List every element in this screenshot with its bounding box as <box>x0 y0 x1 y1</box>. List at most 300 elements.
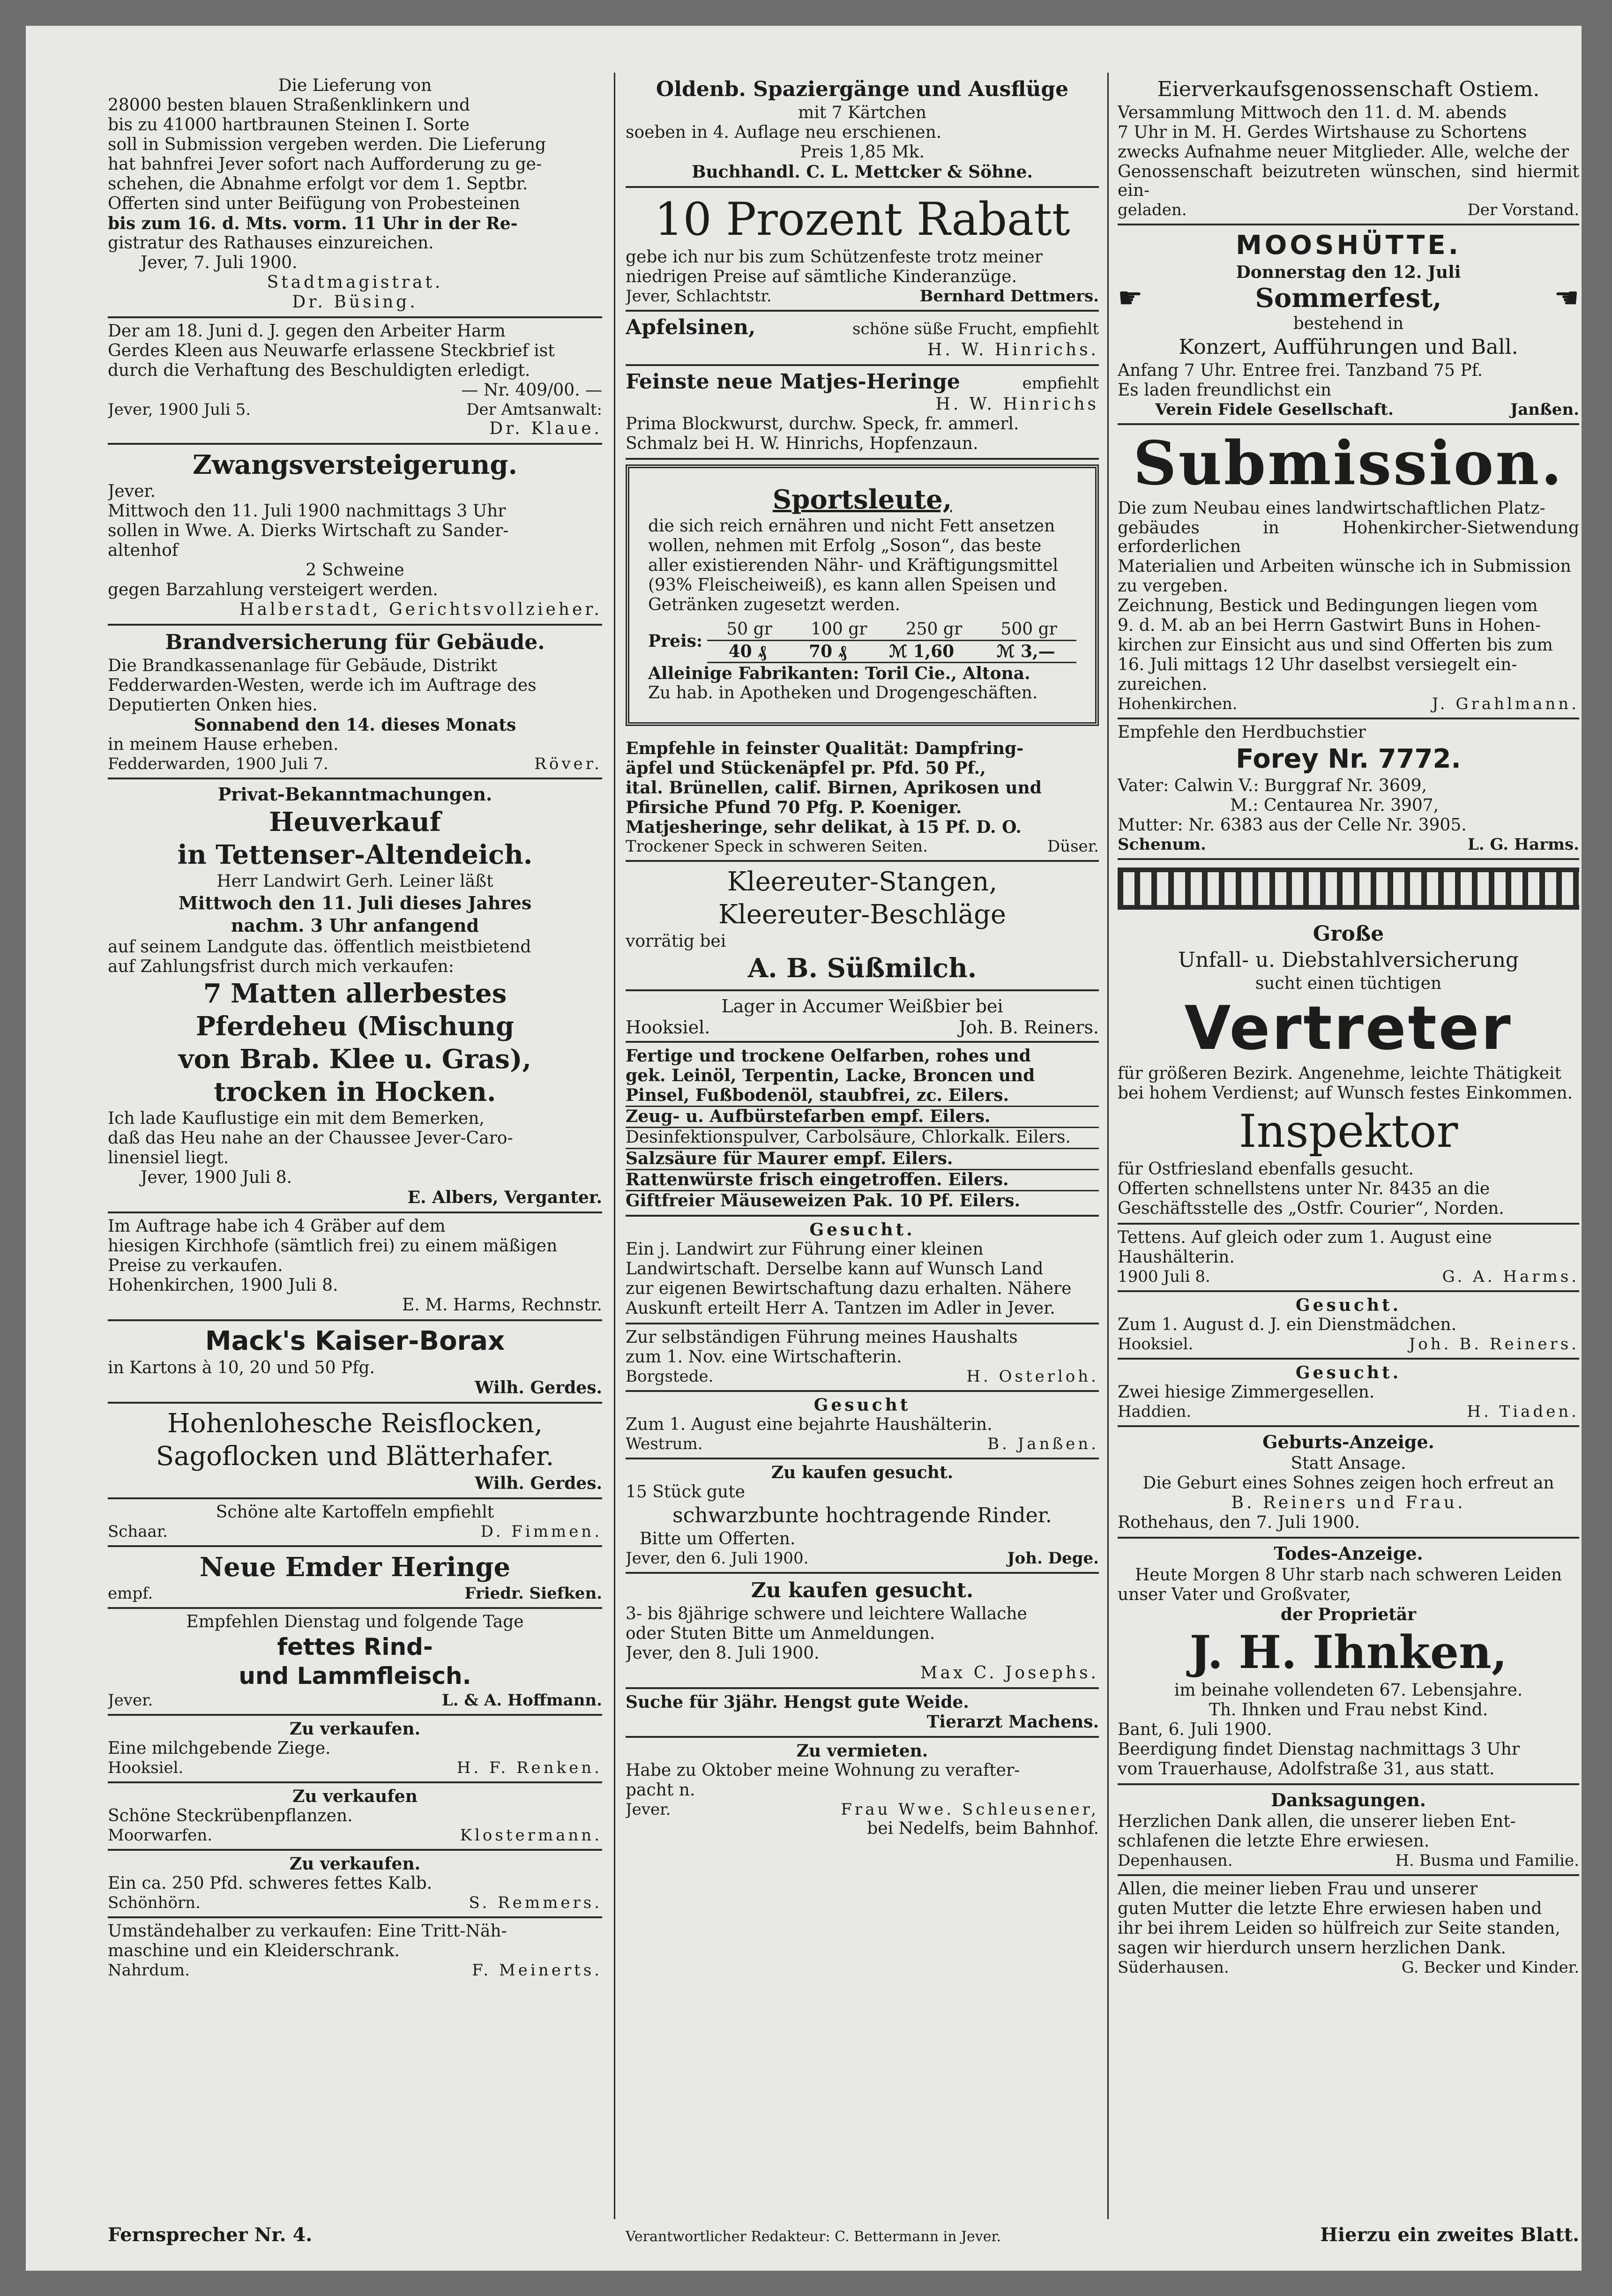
place: Nahrdum. <box>108 1961 190 1980</box>
place: Schenum. <box>1118 835 1206 854</box>
text-line: in Kartons à 10, 20 und 50 Pfg. <box>108 1358 375 1377</box>
date: Hohenkirchen, 1900 Juli 8. <box>108 1276 338 1295</box>
ad-soson-sportsleute <box>626 464 1099 726</box>
weight: 50 gr <box>726 620 772 639</box>
place: Jever. <box>108 1691 153 1710</box>
weight: 250 gr <box>905 620 963 639</box>
text-line: Materialien und Arbeiten wünsche ich in Submission <box>1118 557 1571 576</box>
reference: — Nr. 409/00. — <box>461 381 602 400</box>
text-line: vom Trauerhause, Adolfstraße 31, aus statt. <box>1118 1759 1495 1779</box>
text-line: zwecks Aufnahme neuer Mitglieder. Alle, welche der <box>1118 142 1569 162</box>
ad-walks-book <box>626 73 1099 188</box>
ad-death-notice <box>1118 1539 1579 1785</box>
ornament-border <box>1118 868 1579 910</box>
text-line: empf. <box>108 1584 153 1603</box>
text-line: gistratur des Rathauses einzureichen. <box>108 233 434 253</box>
text-line: Mittwoch den 11. Juli 1900 nachmittags 3 Uhr <box>108 501 506 521</box>
text-line: unser Vater und Großvater, <box>1118 1585 1351 1604</box>
text-line: auf Zahlungsfrist durch mich verkaufen: <box>108 957 454 976</box>
signature: Wilh. Gerdes. <box>475 1378 602 1398</box>
signature: bei Nedelfs, beim Bahnhof. <box>867 1819 1099 1838</box>
text-line: Mittwoch den 11. Juli dieses Jahres <box>178 892 532 913</box>
ad-title: MOOSHÜTTE. <box>1236 230 1461 261</box>
text-line: Herr Landwirt Gerh. Leiner läßt <box>216 872 493 891</box>
ad-mooshuette <box>1118 225 1579 425</box>
signature: Joh. Dege. <box>1007 1549 1099 1568</box>
place: Süderhausen. <box>1118 1958 1229 1977</box>
ad-matjes-herring <box>626 366 1099 460</box>
text-line: zureichen. <box>1118 675 1208 694</box>
text-line: vorrätig bei <box>626 932 726 951</box>
ad-title: 10 Prozent Rabatt <box>654 193 1070 246</box>
ad-kleereuter <box>626 862 1099 991</box>
text-line: (93% Fleischeiweiß), es kann allen Speisen und <box>648 576 1057 595</box>
text-line: aller existierenden Nähr- und Kräftigungsmittel <box>648 556 1059 575</box>
date: Jever, den 8. Juli 1900. <box>626 1644 820 1663</box>
price-table-weights <box>707 619 1076 640</box>
place: Westrum. <box>626 1435 703 1453</box>
signature: J. Grahlmann. <box>1432 695 1579 713</box>
signature: S. Remmers. <box>469 1893 602 1912</box>
price: ℳ 3,— <box>996 642 1055 661</box>
ad-title: und Lammfleisch. <box>239 1662 471 1690</box>
text-line: wollen, nehmen mit Erfolg „Soson“, das beste <box>648 536 1042 555</box>
text-line: Zu hab. in Apotheken und Drogengeschäften. <box>648 683 1038 703</box>
text-line: hiesigen Kirchhofe (sämtlich frei) zu einem mäßigen <box>108 1236 558 1256</box>
ad-title: fettes Rind- <box>277 1633 433 1660</box>
text-line: 15 Stück gute <box>626 1482 745 1502</box>
text-line: Vater: Calwin V.: Burggraf Nr. 3609, <box>1118 776 1427 795</box>
text-line: gebäudes in Hohenkircher-Sietwendung erforderlichen <box>1118 518 1579 556</box>
text-line: Suche für 3jähr. Hengst gute Weide. <box>626 1692 969 1712</box>
text-line: Zum 1. August eine bejahrte Haushälterin. <box>626 1415 993 1434</box>
text-line: Salzsäure für Maurer empf. Eilers. <box>626 1148 1099 1168</box>
text-line: daß das Heu nahe an der Chaussee Jever-Caro- <box>108 1129 513 1148</box>
ad-title: Submission. <box>1133 428 1564 499</box>
signature: H. Tiaden. <box>1467 1402 1579 1421</box>
ad-title: Oldenb. Spaziergänge und Ausflüge <box>656 77 1069 101</box>
ad-for-rent <box>626 1738 1099 1843</box>
ad-title: Konzert, Aufführungen und Ball. <box>1179 335 1518 359</box>
signature: Der Vorstand. <box>1467 201 1579 219</box>
text-line: 7 Uhr in M. H. Gerdes Wirtshause zu Schortens <box>1118 123 1527 142</box>
text-line: für Ostfriesland ebenfalls gesucht. <box>1118 1159 1414 1179</box>
ad-title: Mack's Kaiser-Borax <box>205 1326 505 1356</box>
text-line: sollen in Wwe. A. Dierks Wirtschaft zu Sander- <box>108 521 509 540</box>
signature: B. Janßen. <box>987 1435 1099 1453</box>
ad-title: Zu verkaufen. <box>289 1854 421 1874</box>
ad-birth-announcement <box>1118 1427 1579 1539</box>
place: Schönhörn. <box>108 1893 201 1912</box>
text-line: schöne süße Frucht, empfiehlt <box>852 320 1099 338</box>
ad-submission <box>1118 425 1579 719</box>
newspaper-page <box>26 26 1582 2271</box>
ad-headline: trocken in Hocken. <box>214 1077 496 1107</box>
price: Preis 1,85 Mk. <box>800 142 925 162</box>
ad-horses-wanted <box>626 1574 1099 1689</box>
ad-street-clinker-submission <box>108 73 602 318</box>
date: Jever, 1900 Juli 8. <box>141 1168 292 1187</box>
signature: Tierarzt Machens. <box>926 1712 1099 1732</box>
signature: G. Becker und Kinder. <box>1401 1958 1579 1977</box>
signature: Friedr. Siefken. <box>464 1584 602 1603</box>
ad-calf-sale <box>108 1851 602 1918</box>
ad-breeding-bull <box>1118 719 1579 860</box>
text-line: empfiehlt <box>1022 374 1099 393</box>
ad-title: in Tettenser-Altendeich. <box>177 839 533 870</box>
signature: Joh. B. Reiners. <box>1409 1335 1579 1354</box>
text-line: soll in Submission vergeben werden. Die Lieferung <box>108 135 546 154</box>
text-line: bis zu 41000 hartbraunen Steinen I. Sorte <box>108 115 470 135</box>
text-line: Empfehle in feinster Qualität: Dampfring- <box>626 739 1024 758</box>
text-line: durch die Verhaftung des Beschuldigten erledigt. <box>108 361 530 380</box>
text-line: mit 7 Kärtchen <box>798 103 926 122</box>
section-heading: Privat-Bekanntmachungen. <box>217 784 493 805</box>
ad-title: Apfelsinen, <box>626 315 756 339</box>
text-line: nachm. 3 Uhr anfangend <box>231 915 479 936</box>
text-line: Pfirsiche Pfund 70 Pfg. P. Koeniger. <box>626 798 962 817</box>
ad-headline: Inspektor <box>1239 1105 1458 1158</box>
text-line: auf seinem Landgute das. öffentlich meistbietend <box>108 937 531 957</box>
text-line: Rattenwürste frisch eingetroffen. Eilers. <box>626 1169 1099 1189</box>
text-line: Jever. <box>108 482 156 501</box>
price: 70 ₰ <box>809 642 847 661</box>
text-line: ihr bei ihrem Leiden so hülfreich zur Seite standen, <box>1118 1919 1560 1938</box>
column-rule <box>614 73 615 2219</box>
signature: H. F. Renken. <box>456 1758 602 1777</box>
text-line: Schöne Steckrübenpflanzen. <box>108 1806 353 1825</box>
ad-headline: J. H. Ihnken, <box>1189 1626 1508 1679</box>
text-line: Haushälterin. <box>1118 1248 1235 1267</box>
date: Jever, 1900 Juli 5. <box>108 400 251 419</box>
text-line: sucht einen tüchtigen <box>1255 974 1442 993</box>
place: Hooksiel. <box>108 1758 184 1777</box>
text-line: Zwei hiesige Zimmergesellen. <box>1118 1383 1375 1402</box>
ad-title: Zu verkaufen <box>292 1787 418 1806</box>
text-line: Bant, 6. Juli 1900. <box>1118 1720 1272 1739</box>
text-line: Lager in Accumer Weißbier bei <box>721 996 1003 1017</box>
text-line: Die zum Neubau eines landwirtschaftlichen Platz- <box>1118 499 1545 518</box>
ad-title: Gesucht. <box>1295 1295 1402 1315</box>
ad-headline: Vertreter <box>1184 994 1513 1063</box>
ad-title: Gesucht. <box>809 1220 915 1240</box>
text-line: Im Auftrage habe ich 4 Gräber auf dem <box>108 1217 446 1236</box>
price: ℳ 1,60 <box>889 642 955 661</box>
text-line: Geschäftsstelle des „Ostfr. Courier“, Norden. <box>1118 1199 1504 1218</box>
text-line: 28000 besten blauen Straßenklinkern und <box>108 96 470 115</box>
text-line: im beinahe vollendeten 67. Lebensjahre. <box>1174 1681 1523 1700</box>
signature: Frau Wwe. Schleusener, <box>841 1800 1099 1819</box>
signature: Dr. Büsing. <box>292 292 418 312</box>
ad-title: Zu vermieten. <box>796 1741 928 1761</box>
text-line: schlafenen die letzte Ehre erwiesen. <box>1118 1832 1430 1851</box>
text-line: gegen Barzahlung versteigert werden. <box>108 580 438 599</box>
text-line: sagen wir hierdurch unsern herzlichen Dank. <box>1118 1938 1507 1958</box>
text-line: Schmalz bei H. W. Hinrichs, Hopfenzaun. <box>626 434 978 453</box>
ad-title: Zu kaufen gesucht. <box>771 1463 954 1482</box>
place: Jever, Schlachtstr. <box>626 287 772 306</box>
ad-title: Brandversicherung für Gebäude. <box>165 630 545 654</box>
text-line: schehen, die Abnahme erfolgt vor dem 1. Septbr. <box>108 174 528 194</box>
text-line: kirchen zur Einsicht aus und sind Offerten bis zum <box>1118 636 1553 655</box>
signature: Buchhandl. C. L. Mettcker & Söhne. <box>692 162 1033 182</box>
text-line: Ich lade Kauflustige ein mit dem Bemerken, <box>108 1109 485 1128</box>
place: Hohenkirchen. <box>1118 695 1238 713</box>
signature: Dr. Klaue. <box>489 419 602 438</box>
text-line: Offerten schnellstens unter Nr. 8435 an die <box>1118 1179 1490 1198</box>
ad-plants-sale <box>108 1783 602 1851</box>
ad-title: Feinste neue Matjes-Heringe <box>626 370 960 394</box>
place: Schaar. <box>108 1522 168 1541</box>
date: Rothehaus, den 7. Juli 1900. <box>1118 1513 1360 1532</box>
text-line: hat bahnfrei Jever sofort nach Aufforderung zu ge- <box>108 155 542 174</box>
pointing-hand-right-icon: ☛ <box>1118 282 1143 314</box>
ad-meat <box>108 1609 602 1716</box>
ad-carpenters-wanted <box>1118 1360 1579 1427</box>
signature: H. Osterloh. <box>966 1367 1099 1386</box>
text-line: Preise zu verkaufen. <box>108 1256 283 1275</box>
signature: H. W. Hinrichs. <box>927 340 1099 359</box>
text-line: B. Reiners und Frau. <box>1231 1493 1466 1512</box>
column-center <box>626 73 1099 2205</box>
text-line: ital. Brünellen, calif. Birnen, Aprikosen und <box>626 778 1042 798</box>
column-rule <box>1107 73 1109 2219</box>
place: Jever. <box>626 1800 671 1819</box>
ad-headline: 7 Matten allerbestes <box>203 978 507 1009</box>
text-line: zu vergeben. <box>1118 576 1228 596</box>
ad-cattle-wanted <box>626 1459 1099 1574</box>
footer-supplement-note: Hierzu ein zweites Blatt. <box>1320 2224 1579 2246</box>
ad-warrant-notice <box>108 318 602 445</box>
text-line: Zum 1. August d. J. ein Dienstmädchen. <box>1118 1315 1457 1334</box>
text-line: Prima Blockwurst, durchw. Speck, fr. ammerl. <box>626 414 1019 434</box>
date: Fedderwarden, 1900 Juli 7. <box>108 755 328 773</box>
text-line: Schöne alte Kartoffeln empfiehlt <box>216 1503 494 1522</box>
text-line: Beerdigung findet Dienstag nachmittags 3 Uhr <box>1118 1740 1520 1759</box>
ad-pasture <box>626 1689 1099 1738</box>
text-line: Matjesheringe, sehr delikat, à 15 Pf. D. O. <box>626 817 1022 837</box>
role: Der Amtsanwalt: <box>466 400 602 419</box>
date: Jever, den 6. Juli 1900. <box>626 1549 809 1568</box>
text-line: guten Mutter die letzte Ehre erwiesen haben und <box>1118 1899 1542 1918</box>
text-line: Mutter: Nr. 6383 aus der Celle Nr. 3905. <box>1118 815 1467 835</box>
ad-sewing-machine <box>108 1918 602 1984</box>
text-line: Heute Morgen 8 Uhr starb nach schweren Leiden <box>1134 1565 1562 1585</box>
ad-graves-sale <box>108 1213 602 1321</box>
ad-dried-fruits <box>626 735 1099 862</box>
signature: Halberstadt, Gerichtsvollzieher. <box>239 600 602 619</box>
text-line: 3- bis 8jährige schwere und leichtere Wallache <box>626 1604 1027 1623</box>
text-line: Auskunft erteilt Herr A. Tantzen im Adler in Jever. <box>626 1299 1055 1318</box>
text-line: altenhof <box>108 541 179 560</box>
footer-editor: Verantwortlicher Redakteur: C. Bettermann in Jever. <box>626 2229 1001 2245</box>
signature: F. Meinerts. <box>472 1961 602 1980</box>
text-line: Giftfreier Mäuseweizen Pak. 10 Pf. Eilers. <box>626 1190 1099 1210</box>
text-line: soeben in 4. Auflage neu erschienen. <box>626 123 942 142</box>
signature: Verein Fidele Gesellschaft. <box>1155 400 1394 419</box>
ad-thanks-busma <box>1118 1785 1579 1876</box>
text-line: gek. Leinöl, Terpentin, Lacke, Broncen und <box>626 1066 1035 1085</box>
text-line: Landwirtschaft. Derselbe kann auf Wunsch Land <box>626 1259 1044 1279</box>
text-line: Pinsel, Fußbodenöl, staubfrei, zc. Eilers. <box>626 1085 1009 1105</box>
text-line: Zeug- u. Aufbürstefarben empf. Eilers. <box>626 1106 1099 1126</box>
ad-egg-cooperative <box>1118 73 1579 225</box>
ad-hay-sale <box>108 779 602 1213</box>
ad-title: Neue Emder Heringe <box>199 1552 511 1583</box>
text-line: Der am 18. Juni d. J. gegen den Arbeiter Harm <box>108 322 506 341</box>
ad-title: Kleereuter-Stangen, <box>727 867 998 897</box>
signature: E. Albers, Verganter. <box>407 1188 602 1207</box>
text-line: Ein j. Landwirt zur Führung einer kleinen <box>626 1240 984 1259</box>
place: Haddien. <box>1118 1402 1192 1421</box>
ad-headline: von Brab. Klee u. Gras), <box>179 1044 531 1075</box>
signature: Röver. <box>534 755 602 773</box>
ad-rice-flakes <box>108 1404 602 1499</box>
signature: Stadtmagistrat. <box>267 273 443 292</box>
ad-headline: Sommerfest, <box>1255 283 1442 314</box>
text-line: 2 Schweine <box>306 561 404 580</box>
text-line: Deputierten Onken hies. <box>108 696 318 715</box>
ad-title: Todes-Anzeige. <box>1274 1543 1423 1564</box>
price: 40 ₰ <box>728 642 767 661</box>
text-line: 9. d. M. ab an bei Herrn Gastwirt Buns in Hohen- <box>1118 616 1541 635</box>
ad-discount <box>626 188 1099 312</box>
place: Borgstede. <box>626 1367 714 1386</box>
date: Donnerstag den 12. Juli <box>1236 262 1461 282</box>
text-line: Bitte um Offerten. <box>640 1529 796 1548</box>
ad-title: Zu verkaufen. <box>289 1719 421 1739</box>
text-line: 16. Juli mittags 12 Uhr daselbst versiegelt ein- <box>1118 655 1517 674</box>
text-line: Herzlichen Dank allen, die unserer lieben Ent- <box>1118 1812 1516 1831</box>
signature: D. Fimmen. <box>480 1522 602 1541</box>
text-line: linensiel liegt. <box>108 1148 229 1167</box>
ad-fire-insurance <box>108 626 602 779</box>
text-line: Getränken zugesetzt werden. <box>648 595 901 614</box>
text-line: Anfang 7 Uhr. Entree frei. Tanzband 75 Pf. <box>1118 361 1483 380</box>
signature: L. G. Harms. <box>1467 835 1579 854</box>
pointing-hand-left-icon: ☚ <box>1554 282 1579 314</box>
text-line: Habe zu Oktober meine Wohnung zu verafter- <box>626 1761 1020 1780</box>
ad-potatoes <box>108 1499 602 1547</box>
ad-housekeeper-tettens <box>1118 1225 1579 1292</box>
text-line: Allen, die meiner lieben Frau und unserer <box>1118 1879 1478 1899</box>
text-line: Th. Ihnken und Frau nebst Kind. <box>1209 1700 1488 1720</box>
text-line: pacht n. <box>626 1780 695 1800</box>
place: Moorwarfen. <box>108 1826 213 1845</box>
ad-wanted-housekeeper <box>626 1392 1099 1459</box>
text-line: die sich reich ernähren und nicht Fett ansetzen <box>648 516 1055 536</box>
ad-title: Kleereuter-Beschläge <box>718 899 1007 930</box>
place: Hooksiel. <box>626 1017 710 1038</box>
signature: Klostermann. <box>460 1826 602 1845</box>
text-line: bestehend in <box>1293 314 1404 333</box>
signature: Wilh. Gerdes. <box>475 1473 602 1493</box>
text-line: niedrigen Preise auf sämtliche Kinderanzüge. <box>626 267 1017 286</box>
text-line: bis zum 16. d. Mts. vorm. 11 Uhr in der Re- <box>108 214 518 233</box>
text-line: äpfel und Stückenäpfel pr. Pfd. 50 Pf., <box>626 758 986 778</box>
footer-phone: Fernsprecher Nr. 4. <box>108 2224 313 2246</box>
date: 1900 Juli 8. <box>1118 1267 1210 1286</box>
ad-title: Geburts-Anzeige. <box>1262 1431 1434 1452</box>
signature: A. B. Süßmilch. <box>747 953 977 984</box>
signature: Joh. B. Reiners. <box>959 1017 1099 1038</box>
text-line: in meinem Hause erheben. <box>108 735 339 754</box>
text-line: für größeren Bezirk. Angenehme, leichte Thätigkeit <box>1118 1064 1561 1083</box>
weight: 500 gr <box>1000 620 1057 639</box>
place: Hooksiel. <box>1118 1335 1194 1354</box>
ad-title: Große <box>1313 922 1384 946</box>
ad-title: Gesucht <box>813 1395 911 1415</box>
ad-title: Hohenlohesche Reisflocken, <box>167 1408 543 1439</box>
signature: H. W. Hinrichs <box>935 395 1099 414</box>
signature: G. A. Harms. <box>1442 1267 1579 1286</box>
text-line: zum 1. Nov. eine Wirtschafterin. <box>626 1347 902 1367</box>
ad-title: Danksagungen. <box>1271 1789 1426 1810</box>
text-line: Desinfektionspulver, Carbolsäure, Chlorkalk. Eilers. <box>626 1127 1099 1147</box>
signature: Max C. Josephs. <box>920 1663 1099 1683</box>
text-line: oder Stuten Bitte um Anmeldungen. <box>626 1624 935 1643</box>
date: Jever, 7. Juli 1900. <box>141 253 298 272</box>
ad-goat-sale <box>108 1716 602 1783</box>
ad-eilers-paints <box>626 1043 1099 1217</box>
ad-title: Zwangsversteigerung. <box>192 449 518 480</box>
text-line: der Proprietär <box>1280 1605 1417 1624</box>
ad-title: Eierverkaufsgenossenschaft Ostiem. <box>1157 77 1540 101</box>
text-line: Gerdes Kleen aus Neuwarfe erlassene Steckbrief ist <box>108 341 555 360</box>
text-line: Zeichnung, Bestick und Bedingungen liegen vom <box>1118 596 1538 615</box>
text-line: Die Geburt eines Sohnes zeigen hoch erfreut an <box>1142 1473 1554 1493</box>
signature: Janßen. <box>1510 400 1579 419</box>
ad-insurance-agent <box>1118 917 1579 1225</box>
ad-title: Forey Nr. 7772. <box>1236 744 1461 774</box>
signature: Bernhard Dettmers. <box>919 287 1099 306</box>
text-line: maschine und ein Kleiderschrank. <box>108 1941 400 1960</box>
ad-title: Zu kaufen gesucht. <box>751 1578 974 1602</box>
text-line: M.: Centaurea Nr. 3907, <box>1230 796 1439 815</box>
column-left <box>108 73 602 2205</box>
ad-title: Unfall- u. Diebstahlversicherung <box>1178 948 1519 972</box>
ad-wanted-farmer <box>626 1217 1099 1324</box>
text-line: Statt Ansage. <box>1291 1454 1406 1473</box>
text-line: Eine milchgebende Ziege. <box>108 1739 331 1758</box>
ad-weissbier <box>626 991 1099 1043</box>
ad-maid-wanted <box>1118 1292 1579 1360</box>
text-line: Die Lieferung von <box>278 76 432 95</box>
text-line: Empfehle den Herdbuchstier <box>1118 723 1366 742</box>
text-line: geladen. <box>1118 201 1187 219</box>
ad-housekeeper <box>626 1324 1099 1392</box>
ad-herring <box>108 1547 602 1609</box>
signature: Düser. <box>1047 837 1099 856</box>
ad-borax <box>108 1321 602 1404</box>
text-line: zur eigenen Bewirtschaftung dazu erhalten. Nähere <box>626 1279 1072 1298</box>
text-line: bei hohem Verdienst; auf Wunsch festes Einkommen. <box>1118 1084 1573 1103</box>
text-line: Trockener Speck in schweren Seiten. <box>626 837 928 856</box>
text-line: Offerten sind unter Beifügung von Probesteinen <box>108 194 520 213</box>
text-line: Empfehlen Dienstag und folgende Tage <box>186 1612 524 1631</box>
ad-headline: schwarzbunte hochtragende Rinder. <box>672 1503 1052 1527</box>
price-label: Preis: <box>648 631 703 651</box>
ad-title: Gesucht. <box>1295 1363 1402 1383</box>
signature: E. M. Harms, Rechnstr. <box>402 1295 602 1315</box>
text-line: Ein ca. 250 Pfd. schweres fettes Kalb. <box>108 1874 433 1893</box>
text-line: Umständehalber zu verkaufen: Eine Tritt-Näh- <box>108 1922 507 1941</box>
ad-title: Sportsleute, <box>772 484 952 515</box>
text-line: Die Brandkassenanlage für Gebäude, Distrikt <box>108 656 498 675</box>
text-line: Fedderwarden-Westen, werde ich im Auftrage des <box>108 676 537 695</box>
place: Depenhausen. <box>1118 1851 1233 1870</box>
ad-headline: Pferdeheu (Mischung <box>195 1011 515 1042</box>
